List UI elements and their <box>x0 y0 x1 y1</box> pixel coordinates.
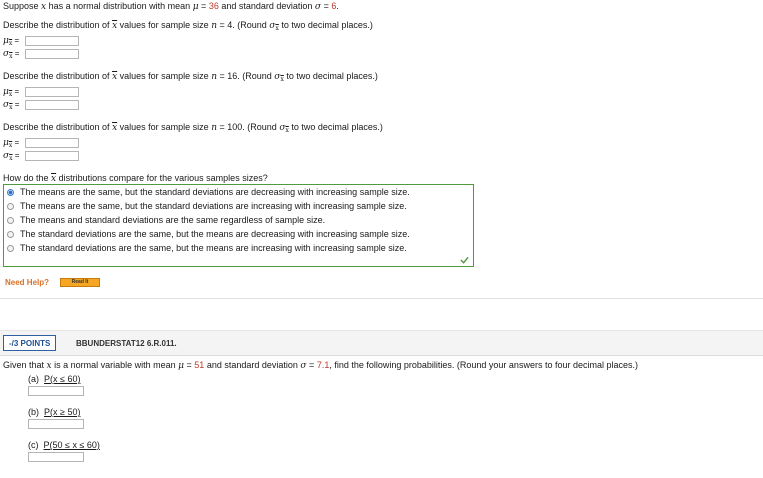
compare-question: How do the $\overline{x}$ distributions compare for the various samples sizes? <box>3 173 268 184</box>
sd-value-2: 7.1 <box>316 360 330 370</box>
radio-icon[interactable] <box>7 245 14 252</box>
sd-input-n100[interactable] <box>25 151 79 161</box>
question-intro: Suppose x has a normal distribution with mean μ = 36 and standard deviation σ = 6. <box>3 1 339 12</box>
problem-id: BBUNDERSTAT12 6.R.011. <box>76 339 177 348</box>
describe-part-1: Describe the distribution of $\overline{x}$ values for sample size n = 4. (Round $\sigma_{\overline{x}}$ to two decimal places.) <box>3 20 373 32</box>
mean-answer-row-1: $\mu_{\overline{x}}$ = <box>3 35 79 47</box>
part-c-label: (c) P(50 ≤ x ≤ 60) <box>28 440 100 450</box>
sd-value: 6 <box>331 1 337 11</box>
question-header <box>0 330 763 356</box>
choice-2[interactable]: The means are the same, but the standard deviations are increasing with increasing sample size. <box>7 201 407 211</box>
choice-1[interactable]: The means are the same, but the standard deviations are decreasing with increasing sample size. <box>7 187 410 197</box>
sd-answer-row-3: $\sigma_{\overline{x}}$ = <box>3 150 79 162</box>
sd-answer-row-2: $\sigma_{\overline{x}}$ = <box>3 99 79 111</box>
question-prompt: Given that x is a normal variable with mean μ = 51 and standard deviation σ = 7.1, find the following probabilities. (Round your answers to four decimal places.) <box>3 360 638 371</box>
mean-answer-row-2: $\mu_{\overline{x}}$ = <box>3 86 79 98</box>
radio-icon[interactable] <box>7 231 14 238</box>
sd-input-n4[interactable] <box>25 49 79 59</box>
choice-5[interactable]: The standard deviations are the same, but the means are increasing with increasing sample size. <box>7 243 407 253</box>
part-b-input[interactable] <box>28 419 84 429</box>
mean-answer-row-3: $\mu_{\overline{x}}$ = <box>3 137 79 149</box>
mean-input-n100[interactable] <box>25 138 79 148</box>
radio-icon[interactable] <box>7 203 14 210</box>
choice-3[interactable]: The means and standard deviations are the same regardless of sample size. <box>7 215 325 225</box>
describe-part-3: Describe the distribution of $\overline{x}$ values for sample size n = 100. (Round $\sigma_{\overline{x}}$ to two decimal places.) <box>3 122 383 134</box>
mean-value: 36 <box>208 1 219 11</box>
mean-input-n16[interactable] <box>25 87 79 97</box>
part-b-label: (b) P(x ≥ 50) <box>28 407 81 417</box>
read-it-button[interactable]: Read It <box>60 278 100 287</box>
choice-4[interactable]: The standard deviations are the same, but the means are decreasing with increasing sample size. <box>7 229 410 239</box>
part-a-input[interactable] <box>28 386 84 396</box>
mean-value-2: 51 <box>194 360 205 370</box>
sd-answer-row-1: $\sigma_{\overline{x}}$ = <box>3 48 79 60</box>
part-a-label: (a) P(x ≤ 60) <box>28 374 81 384</box>
mean-input-n4[interactable] <box>25 36 79 46</box>
describe-part-2: Describe the distribution of $\overline{x}$ values for sample size n = 16. (Round $\sigma_{\overline{x}}$ to two decimal places.) <box>3 71 378 83</box>
radio-selected-icon[interactable] <box>7 189 14 196</box>
sd-input-n16[interactable] <box>25 100 79 110</box>
need-help-label: Need Help? <box>5 278 50 287</box>
choices-group <box>3 184 474 267</box>
correct-check-icon <box>460 256 469 264</box>
radio-icon[interactable] <box>7 217 14 224</box>
question-separator <box>0 298 763 299</box>
points-badge[interactable]: -/3 POINTS <box>3 335 56 351</box>
part-c-input[interactable] <box>28 452 84 462</box>
